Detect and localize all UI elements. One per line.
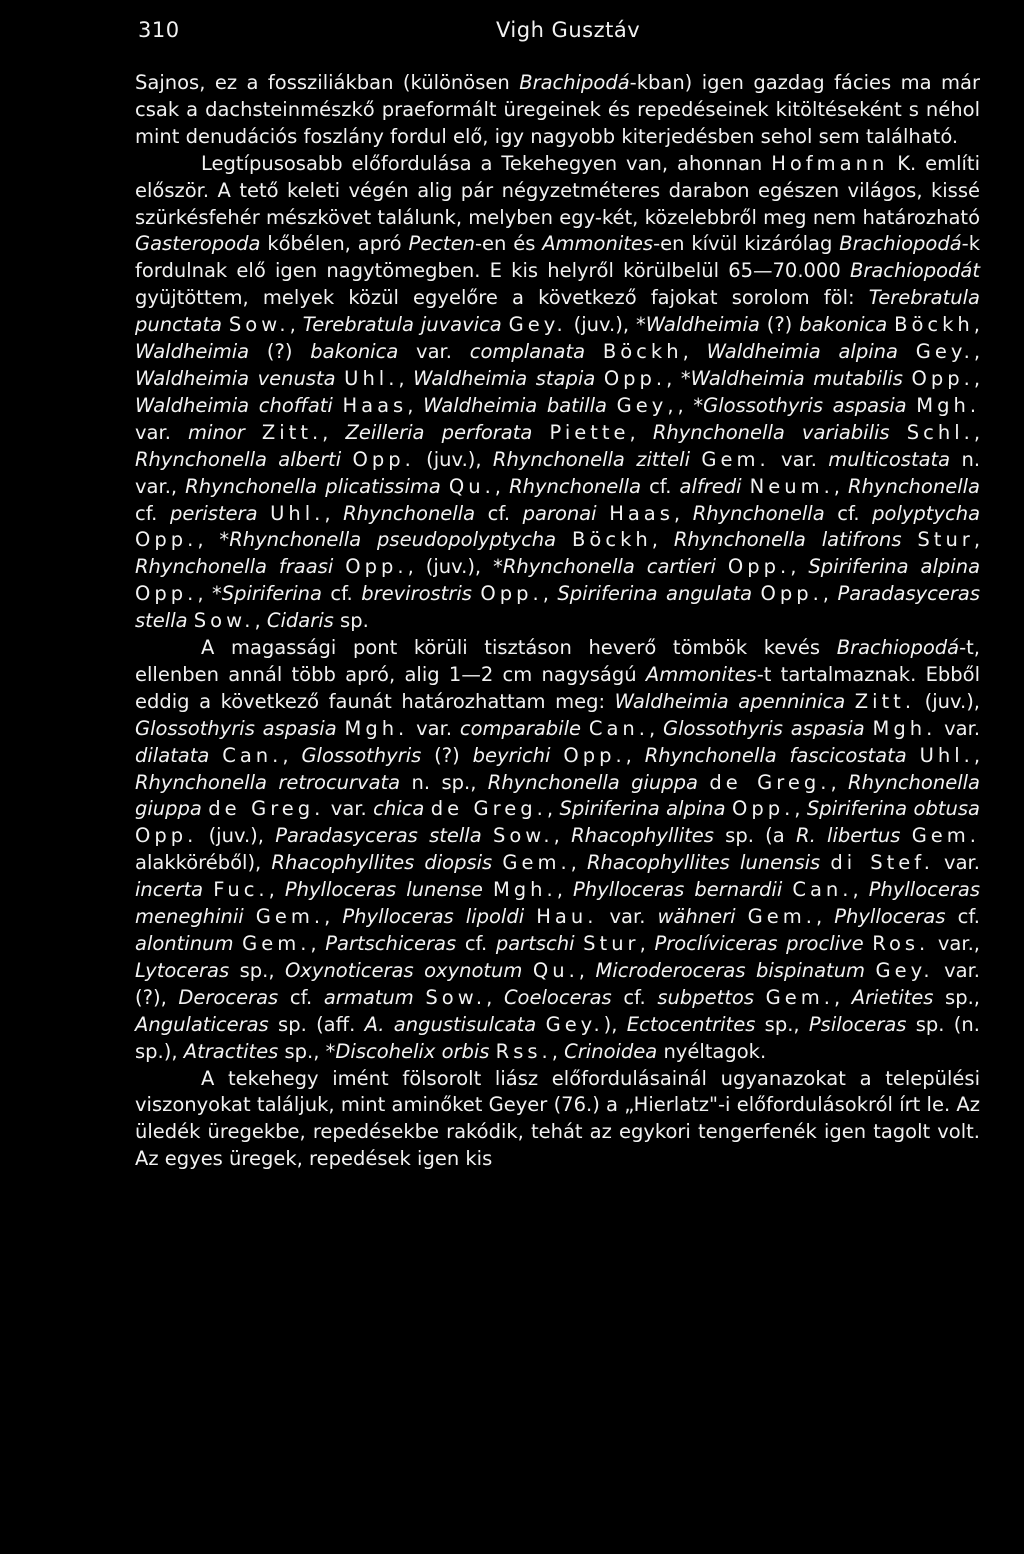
- running-title: Vigh Gusztáv: [496, 18, 641, 42]
- paragraph: Sajnos, ez a fossziliákban (különösen Brachipodá-kban) igen gazdag fácies ma már csak a dachsteinmészkő praeformált üregeinek és repedéseinek kitöltéseként s néhol mint denudációs foszlány fordul elő, igy nagyobb kiterjedésben sehol sem található.: [135, 71, 980, 148]
- body-text: [135, 70, 980, 1173]
- paragraph: A tekehegy imént fölsorolt liász előfordulásainál ugyanazokat a települési viszonyokat találjuk, mint aminőket Geyer (76.) a „Hierlatz"-i előfordulásokról írt le. Az üledék üregekbe, repedésekbe rakódik, tehát az egykori tengerfenék igen tagolt volt. Az egyes üregek, repedések igen kis: [135, 1066, 980, 1171]
- paragraph: A magassági pont körüli tisztáson heverő tömbök kevés Brachiopodá-t, ellenben annál több apró, alig 1—2 cm nagyságú Ammonites-t tartalmaznak. Ebből eddig a következő faunát határozhattam meg: Waldheimia apenninica Zitt. (juv.), Glossothyris aspasia Mgh. var. comparabile Can., Glossothyris aspasia Mgh. var. dilatata Can., Glossothyris (?) beyrichi Opp., Rhynchonella fascicostata Uhl., Rhynchonella retrocurvata n. sp., Rhynchonella giuppa de Greg., Rhynchonella giuppa de Greg. var. chica de Greg., Spiriferina alpina Opp., Spiriferina obtusa Opp. (juv.), Paradasyceras stella Sow., Rhacophyllites sp. (a R. libertus Gem. alakköréből), Rhacophyllites diopsis Gem., Rhacophyllites lunensis di Stef. var. incerta Fuc., Phylloceras lunense Mgh., Phylloceras bernardii Can., Phylloceras meneghinii Gem., Phylloceras lipoldi Hau. var. wähneri Gem., Phylloceras cf. alontinum Gem., Partschiceras cf. partschi Stur, Proclíviceras proclive Ros. var., Lytoceras sp., Oxynoticeras oxynotum Qu., Microderoceras bispinatum Gey. var. (?), Deroceras cf. armatum Sow., Coeloceras cf. subpettos Gem., Arietites sp., Angulaticeras sp. (aff. A. angustisulcata Gey.), Ectocentrites sp., Psiloceras sp. (n. sp.), Atractites sp., *Discohelix orbis Rss., Crinoidea nyéltagok.: [135, 636, 981, 1063]
- paragraph: Legtípusosabb előfordulása a Tekehegyen van, ahonnan Hofmann K. említi először. A tető keleti végén alig pár négyzetméteres darabon egészen világos, kissé szürkésfehér mészkövet találunk, melyben egy-két, közelebbről meg nem határozható Gasteropoda kőbélen, apró Pecten-en és Ammonites-en kívül kizárólag Brachiopodá-k fordulnak elő igen nagytömegben. E kis helyről körülbelül 65—70.000 Brachiopodát gyüjtöttem, melyek közül egyelőre a következő fajokat sorolom föl: Terebratula punctata Sow., Terebratula juvavica Gey. (juv.), *Waldheimia (?) bakonica Böckh, Waldheimia (?) bakonica var. complanata Böckh, Waldheimia alpina Gey., Waldheimia venusta Uhl., Waldheimia stapia Opp., *Waldheimia mutabilis Opp., Waldheimia choffati Haas, Waldheimia batilla Gey,, *Glossothyris aspasia Mgh. var. minor Zitt., Zeilleria perforata Piette, Rhynchonella variabilis Schl., Rhynchonella alberti Opp. (juv.), Rhynchonella zitteli Gem. var. multicostata n. var., Rhynchonella plicatissima Qu., Rhynchonella cf. alfredi Neum., Rhynchonella cf. peristera Uhl., Rhynchonella cf. paronai Haas, Rhynchonella cf. polyptycha Opp., *Rhynchonella pseudopolyptycha Böckh, Rhynchonella latifrons Stur, Rhynchonella fraasi Opp., (juv.), *Rhynchonella cartieri Opp., Spiriferina alpina Opp., *Spiriferina cf. brevirostris Opp., Spiriferina angulata Opp., Paradasyceras stella Sow., Cidaris sp.: [135, 151, 981, 633]
- page-number: 310: [138, 18, 180, 42]
- page-header: [0, 18, 1024, 50]
